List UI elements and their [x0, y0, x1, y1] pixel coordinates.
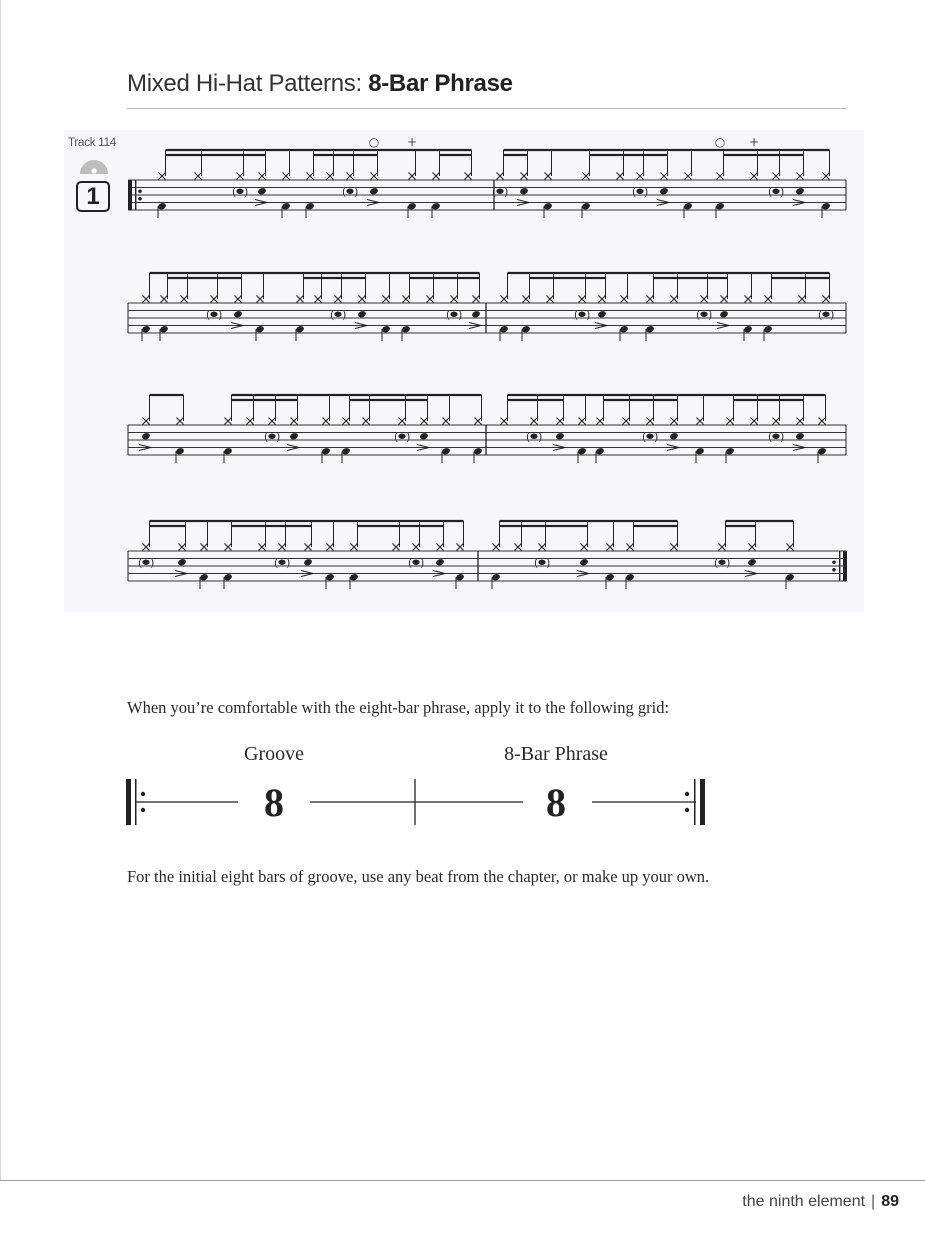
svg-text:+: + — [406, 135, 418, 149]
footer-rule — [0, 1180, 925, 1181]
phrase-grid — [120, 735, 720, 835]
svg-text:(: ( — [526, 430, 531, 444]
svg-text:(: ( — [632, 185, 637, 199]
phrase-bar-count: 8 — [546, 780, 566, 825]
groove-bar-count: 8 — [264, 780, 284, 825]
footer-separator: | — [871, 1193, 876, 1210]
drum-notation — [64, 130, 864, 612]
notation-system — [128, 150, 846, 218]
page-edge-rule — [0, 0, 1, 1180]
svg-text:): ) — [286, 556, 291, 570]
page-footer — [742, 1193, 899, 1211]
grid-label-phrase: 8-Bar Phrase — [504, 743, 608, 765]
svg-text:): ) — [458, 308, 463, 322]
svg-text:(: ( — [394, 430, 399, 444]
svg-text:(: ( — [534, 556, 539, 570]
svg-text:): ) — [654, 430, 659, 444]
exercise-number: 1 — [76, 181, 110, 212]
svg-text:(: ( — [206, 308, 211, 322]
svg-text:): ) — [538, 430, 543, 444]
title-bold: 8-Bar Phrase — [368, 70, 513, 97]
notation-system — [128, 521, 847, 589]
svg-text:(: ( — [138, 556, 143, 570]
svg-text:): ) — [780, 430, 785, 444]
svg-text:(: ( — [274, 556, 279, 570]
svg-text:(: ( — [642, 430, 647, 444]
svg-text:(: ( — [264, 430, 269, 444]
svg-text:○: ○ — [714, 135, 726, 149]
svg-text:): ) — [244, 185, 249, 199]
svg-text:(: ( — [818, 308, 823, 322]
svg-text:): ) — [150, 556, 155, 570]
svg-text:): ) — [342, 308, 347, 322]
instruction-outro: For the initial eight bars of groove, use any beat from the chapter, or make up your own. — [127, 867, 710, 886]
svg-text:(: ( — [768, 185, 773, 199]
svg-text:): ) — [726, 556, 731, 570]
page-title — [127, 70, 513, 98]
cd-icon — [80, 156, 108, 174]
svg-text:(: ( — [574, 308, 579, 322]
grid-label-groove: Groove — [244, 743, 304, 765]
svg-text:(: ( — [232, 185, 237, 199]
book-title: the ninth element — [742, 1193, 866, 1210]
svg-text:(: ( — [492, 185, 497, 199]
notation-system — [128, 395, 846, 463]
svg-text:): ) — [586, 308, 591, 322]
track-label: Track 114 — [68, 137, 117, 149]
svg-text:): ) — [708, 308, 713, 322]
instruction-intro: When you’re comfortable with the eight-bar phrase, apply it to the following grid: — [127, 698, 670, 717]
svg-text:(: ( — [768, 430, 773, 444]
svg-text:): ) — [504, 185, 509, 199]
svg-text:): ) — [218, 308, 223, 322]
svg-text:): ) — [644, 185, 649, 199]
svg-text:(: ( — [714, 556, 719, 570]
svg-text:): ) — [420, 556, 425, 570]
svg-text:): ) — [780, 185, 785, 199]
page-number: 89 — [881, 1193, 899, 1210]
svg-text:(: ( — [696, 308, 701, 322]
svg-text:): ) — [406, 430, 411, 444]
svg-text:(: ( — [408, 556, 413, 570]
title-regular: Mixed Hi-Hat Patterns: — [127, 70, 369, 97]
svg-text:): ) — [276, 430, 281, 444]
svg-text:): ) — [546, 556, 551, 570]
svg-text:○: ○ — [368, 135, 380, 149]
svg-text:): ) — [830, 308, 835, 322]
svg-text:(: ( — [446, 308, 451, 322]
svg-text:(: ( — [342, 185, 347, 199]
title-underline — [127, 108, 847, 109]
svg-text:(: ( — [330, 308, 335, 322]
notation-system — [128, 273, 846, 341]
svg-text:): ) — [354, 185, 359, 199]
svg-text:+: + — [748, 135, 760, 149]
